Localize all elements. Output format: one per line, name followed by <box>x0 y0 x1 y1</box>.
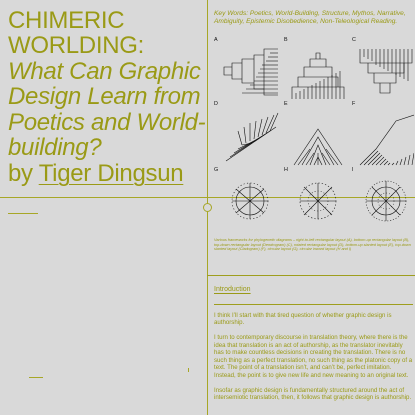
caption-rule <box>207 275 415 276</box>
figure-label-h: H <box>284 167 288 173</box>
diagram-c <box>360 49 412 93</box>
phylogenetic-figure <box>214 35 414 235</box>
diagram-b <box>292 53 344 99</box>
diagram-e <box>294 129 342 165</box>
figure-label-g: G <box>214 167 219 173</box>
article <box>214 286 413 409</box>
title-main: CHIMERIC WORLDING: <box>8 7 144 60</box>
page-title <box>8 8 206 186</box>
paragraph-1: I think I’ll start with that tired question of whether graphic design is authorship. <box>214 311 392 327</box>
diagram-f <box>360 115 414 165</box>
right-column <box>208 0 415 415</box>
phylogenetic-diagrams-svg <box>214 35 414 235</box>
short-rule-1 <box>8 213 38 214</box>
figure-label-e: E <box>284 101 288 107</box>
diagram-g <box>232 183 268 219</box>
paragraph-3: Insofar as graphic design is fundamentally structured around the act of intersemiotic translation, then, it follows that graphic design is authorship. <box>214 386 412 402</box>
section-heading: Introduction <box>214 286 251 293</box>
diagram-i <box>366 181 406 221</box>
diagram-a <box>224 49 278 95</box>
keywords: Key Words: Poetics, World-Building, Structure, Mythos, Narrative, Ambiguity, Epistemic Disobedience, Non-Teleological Reading. <box>214 10 406 26</box>
diagram-h <box>300 183 336 219</box>
figure-label-a: A <box>214 37 218 43</box>
diagram-d <box>226 113 278 161</box>
figure-label-d: D <box>214 101 218 107</box>
figure-label-i: I <box>352 167 354 173</box>
small-tick <box>188 368 189 372</box>
figure-caption: Various frameworks for phylogenetic diagrams – right-to-left rectangular layout (A), bottom-up rectangular layout (B), top-down rectangular layout (Dendrogram) (C), rotated rectangular layout (D), bottom-up slanted layout (E), top-down slanted layout (Cladogram) (F), circular layout (G), circular inward layout (H and I) <box>214 238 411 252</box>
paragraph-2: I turn to contemporary discourse in translation theory, where there is the idea that translation is an act of authorship, as the translator inevitably has to make countless decisions in creating the translation. There is no such thing as a perfect translation, no such thing as the platonic copy of a text. The point of a translation isn’t, and can’t be, perfect imitation. Instead, the point is to give new life and new meaning to an original text. <box>214 333 413 380</box>
figure-label-b: B <box>284 37 288 43</box>
section-rule <box>214 304 413 305</box>
author-link[interactable]: Tiger Dingsun <box>38 159 184 187</box>
figure-label-f: F <box>352 101 356 107</box>
byline <box>8 161 206 186</box>
byline-prefix: by <box>8 159 39 187</box>
short-rule-2 <box>29 377 43 378</box>
title-subtitle: What Can Graphic Design Learn from Poetics and World-building? <box>8 57 206 162</box>
figure-label-c: C <box>352 37 356 43</box>
left-column <box>0 0 207 415</box>
